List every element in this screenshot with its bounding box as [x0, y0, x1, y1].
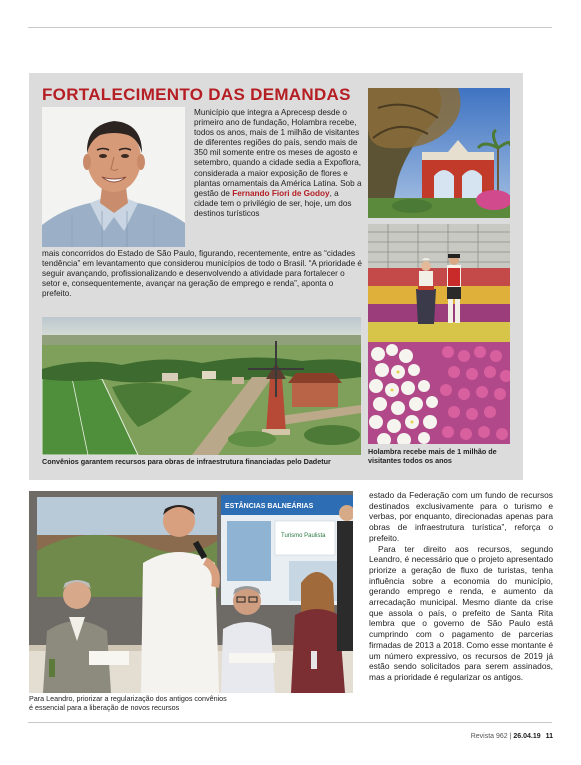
intro-text-part2: , a cidade tem o privilégio de ser, hoje, um dos destinos turísticos	[194, 188, 352, 218]
footer-date: 26.04.19	[513, 733, 541, 740]
article-paragraph-2: Para ter direito aos recursos, segundo Leandro, é necessário que o projeto apresentado priorize a geração de fluxo de turistas, tenha influência sobre a economia do município, gerando emprego e renda, e aumento da arrecadação municipal. Mesmo diante da crise que assola o país, o prefeito de Santa Rita lembra que o governo de São Paulo está cumprindo com o pagamento de parcerias firmadas de 2013 a 2018. Como esse montante é um número expressivo, os recursos de 2019 já estão sendo solicitados para serem assinados, mas a prioridade é regularizar os antigos.	[369, 543, 553, 682]
top-rule	[28, 27, 552, 28]
article-column	[369, 490, 553, 683]
chrysanthemum-flowers-photo	[368, 342, 510, 444]
holambra-portal-photo	[368, 88, 510, 218]
article-paragraph-1: estado da Federação com um fundo de recursos destinados exclusivamente para o turismo e verbas, por enquanto, direcionadas apenas para obras de infraestrutura turística”, reforça o prefeito.	[369, 490, 553, 543]
meeting-caption-line1: Para Leandro, priorizar a regularização dos antigos convênios	[29, 694, 227, 703]
aerial-city-photo	[42, 317, 361, 455]
page-number: 11	[545, 733, 553, 740]
meeting-photo	[29, 491, 353, 693]
intro-text-part1: Município que integra a Aprecesp desde o primeiro ano de fundação, Holambra recebe, todos os anos, mais de 1 milhão de visitantes de diferentes regiões do país, sendo mais de 350 mil somente entre os meses de agosto e setembro, quando a cidade sedia a Expoflora, considerada a maior exposição de flores e plantas ornamentais da América Latina. Sob a gestão de	[194, 108, 362, 198]
footer-issue: Revista 962 |	[470, 733, 512, 740]
page-footer	[471, 733, 553, 740]
banner-logo-text: Turismo Paulista	[281, 533, 326, 539]
intro-paragraph	[194, 108, 362, 219]
mayor-portrait-photo	[42, 107, 185, 247]
bottom-rule	[28, 722, 552, 723]
holambra-photo-caption: Holambra recebe mais de 1 milhão de visitantes todos os anos	[368, 447, 497, 465]
mayor-name: Fernando Fiori de Godoy	[232, 188, 330, 198]
meeting-caption-line2: é essencial para a liberação de novos recursos	[29, 703, 180, 712]
intro-paragraph-continued: mais concorridos do Estado de São Paulo, figurando, recentemente, entre as “cidades tendência” em levantamento que considerou municípios de todo o Brasil. “A prioridade é seguir avançando, profissionalizando e desenvolvendo a atividade para fortalecer o setor e, consequentemente, avançar na geração de emprego e renda”, aponta o prefeito.	[42, 249, 362, 299]
headline: FORTALECIMENTO DAS DEMANDAS	[42, 85, 351, 104]
aerial-photo-caption: Convênios garantem recursos para obras de infraestrutura financiadas pelo Dadetur	[42, 457, 331, 466]
banner-title-text: ESTÂNCIAS BALNEÁRIAS	[225, 503, 314, 510]
traditional-dancers-photo	[368, 224, 510, 342]
meeting-photo-caption	[29, 694, 359, 712]
